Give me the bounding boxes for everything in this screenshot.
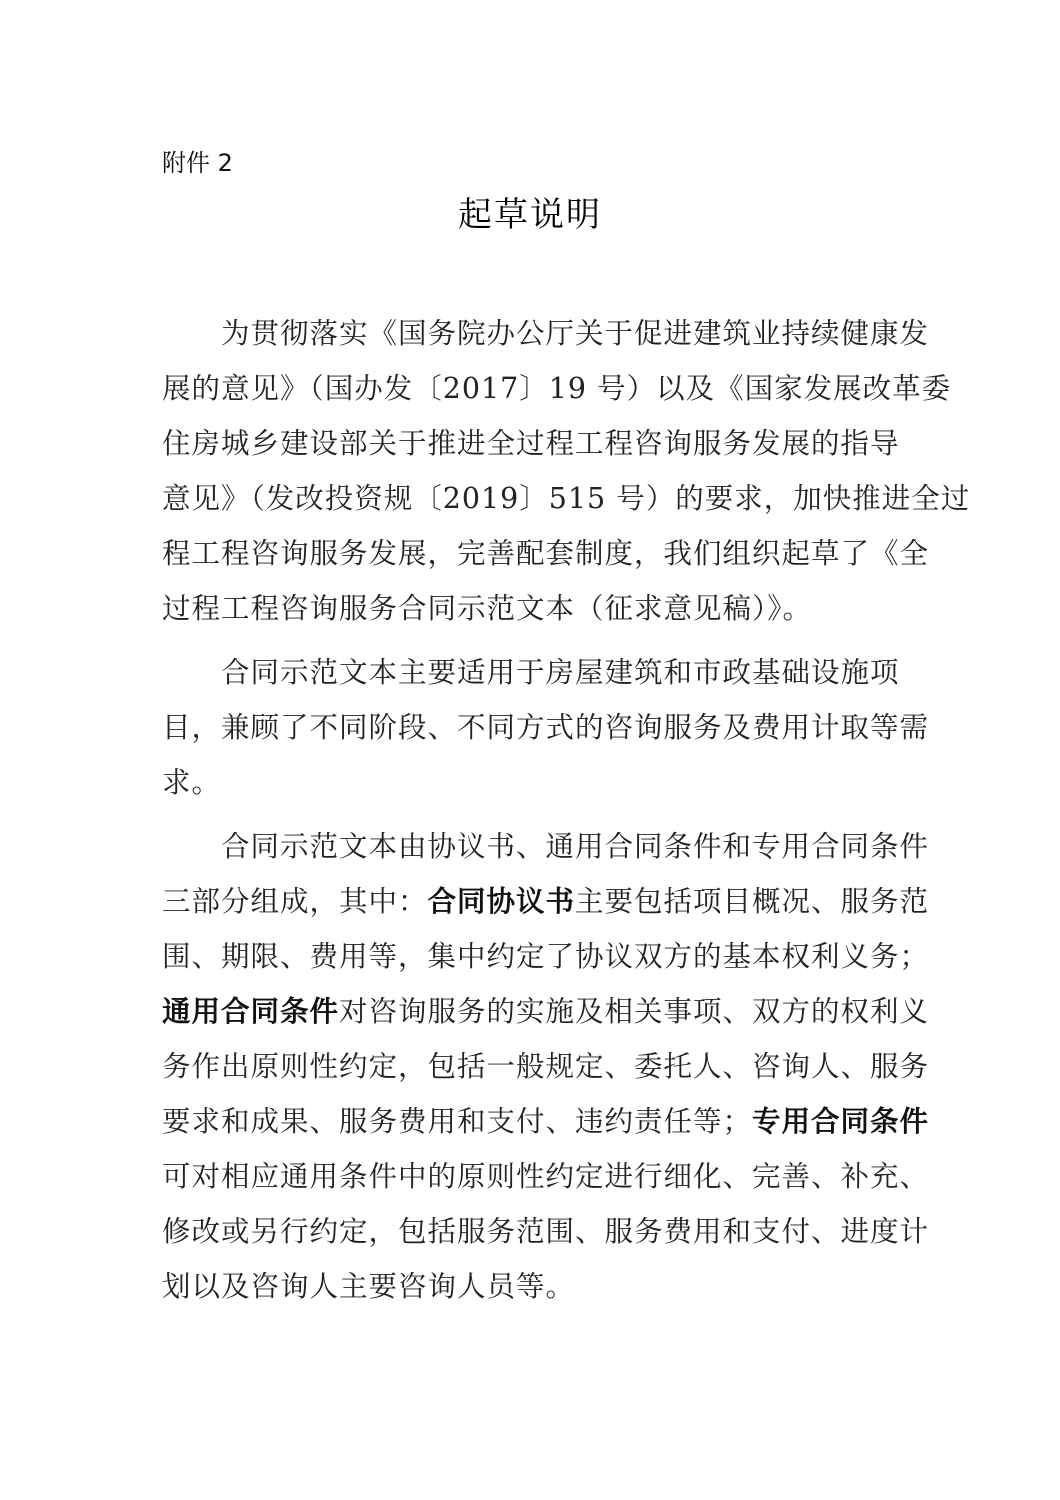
- text-run: 对咨询服务的实施及相关事项、双方的权利义: [339, 995, 930, 1028]
- text-run: 修改或另行约定，包括服务范围、服务费用和支付、进度计: [162, 1215, 930, 1248]
- text-line: [162, 471, 971, 526]
- text-line: [162, 1204, 930, 1259]
- text-run: 务作出原则性约定，包括一般规定、委托人、咨询人、服务: [162, 1050, 930, 1083]
- text-run: 程工程咨询服务发展，完善配套制度，我们组织起草了《全: [162, 537, 930, 570]
- text-run: 可对相应通用条件中的原则性约定进行细化、完善、补充、: [162, 1160, 930, 1193]
- text-run: 住房城乡建设部关于推进全过程工程咨询服务发展的指导: [162, 427, 900, 460]
- text-run: 合同示范文本主要适用于房屋建筑和市政基础设施项: [162, 656, 900, 689]
- text-line: [162, 929, 930, 984]
- text-run: 划以及咨询人主要咨询人员等。: [162, 1270, 576, 1303]
- text-line: [162, 645, 902, 700]
- text-line: [162, 1094, 930, 1149]
- bold-term-agreement: 合同协议书: [427, 885, 576, 918]
- text-line: [162, 361, 952, 416]
- text-run: 主要包括项目概况、服务范: [575, 885, 930, 918]
- text-run: 要求和成果、服务费用和支付、违约责任等；: [162, 1105, 753, 1138]
- text-run: 求。: [162, 766, 222, 799]
- text-run: 意见》（发改投资规〔2019〕515 号）的要求，加快推进全过: [162, 482, 971, 515]
- text-run: 为贯彻落实《国务院办公厅关于促进建筑业持续健康发: [162, 317, 930, 350]
- bold-term-general-conditions: 通用合同条件: [162, 995, 340, 1028]
- document-body: [162, 306, 971, 1314]
- text-run: 三部分组成，其中：: [162, 885, 428, 918]
- text-run: 过程工程咨询服务合同示范文本（征求意见稿）》。: [162, 592, 813, 625]
- text-line: [162, 416, 902, 471]
- text-line: [162, 819, 930, 874]
- document-title: 起草说明: [458, 195, 602, 235]
- paragraph-3: [162, 819, 930, 1314]
- text-run: 展的意见》（国办发〔2017〕19 号）以及《国家发展改革委: [162, 372, 952, 405]
- text-line: [162, 1149, 930, 1204]
- text-run: 合同示范文本由协议书、通用合同条件和专用合同条件: [162, 830, 930, 863]
- text-line: [162, 581, 902, 636]
- text-line: [162, 526, 930, 581]
- text-run: 围、期限、费用等，集中约定了协议双方的基本权利义务；: [162, 940, 930, 973]
- paragraph-spacer: [162, 636, 902, 645]
- text-line: [162, 874, 930, 929]
- text-run: 目，兼顾了不同阶段、不同方式的咨询服务及费用计取等需: [162, 711, 930, 744]
- bold-term-special-conditions: 专用合同条件: [752, 1105, 930, 1138]
- text-line: [162, 755, 902, 810]
- text-line: [162, 1259, 902, 1314]
- attachment-label: 附件 2: [162, 149, 233, 177]
- text-line: [162, 700, 930, 755]
- text-line: [162, 1039, 930, 1094]
- text-line: [162, 306, 930, 361]
- paragraph-1: [162, 306, 971, 636]
- paragraph-2: [162, 645, 930, 810]
- paragraph-spacer: [162, 810, 902, 819]
- text-line: [162, 984, 930, 1039]
